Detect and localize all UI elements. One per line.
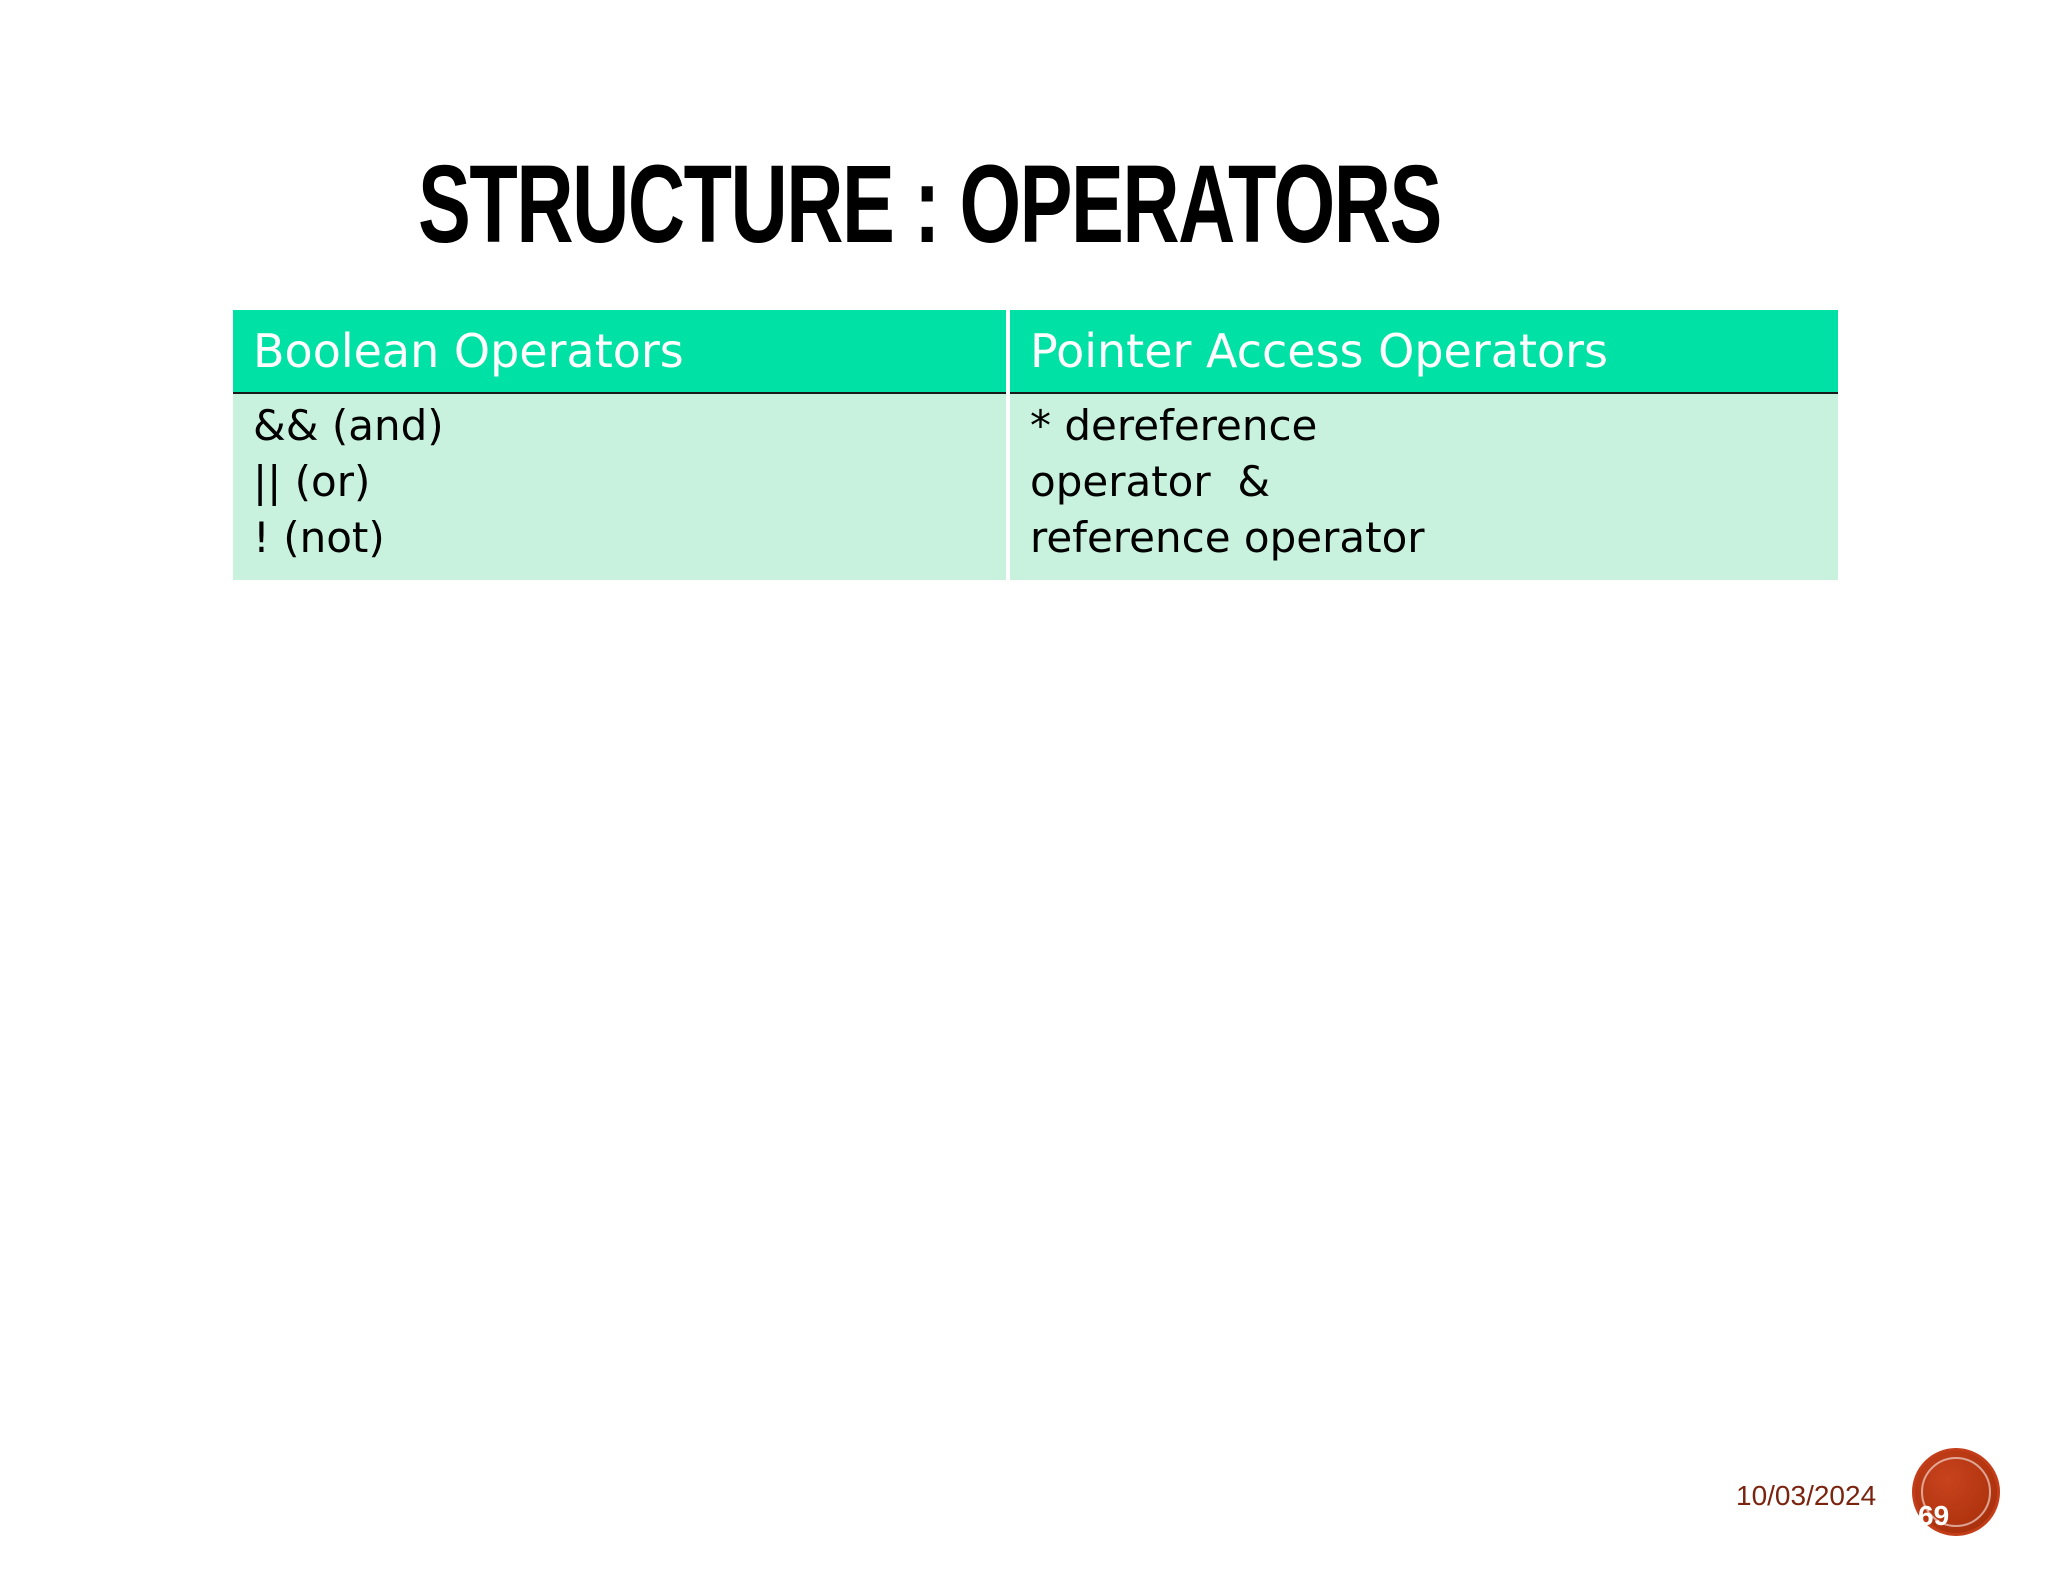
operators-table [233, 310, 1838, 580]
boolean-and: && (and) [253, 401, 444, 450]
boolean-not: ! (not) [253, 513, 385, 562]
slide-title: STRUCTURE : OPERATORS [418, 143, 1441, 266]
boolean-operators-cell [233, 393, 1008, 580]
header-pointer-access-operators: Pointer Access Operators [1008, 310, 1838, 393]
header-boolean-operators: Boolean Operators [233, 310, 1008, 393]
table-header-row [233, 310, 1838, 393]
slide-number: 69 [1918, 1500, 1950, 1531]
boolean-or: || (or) [253, 457, 371, 506]
table-row [233, 393, 1838, 580]
footer-date: 10/03/2024 [1736, 1480, 1877, 1511]
pointer-line-2: operator & [1030, 457, 1271, 506]
pointer-operators-cell [1008, 393, 1838, 580]
pointer-line-1: * dereference [1030, 401, 1318, 450]
pointer-line-3: reference operator [1030, 513, 1425, 562]
